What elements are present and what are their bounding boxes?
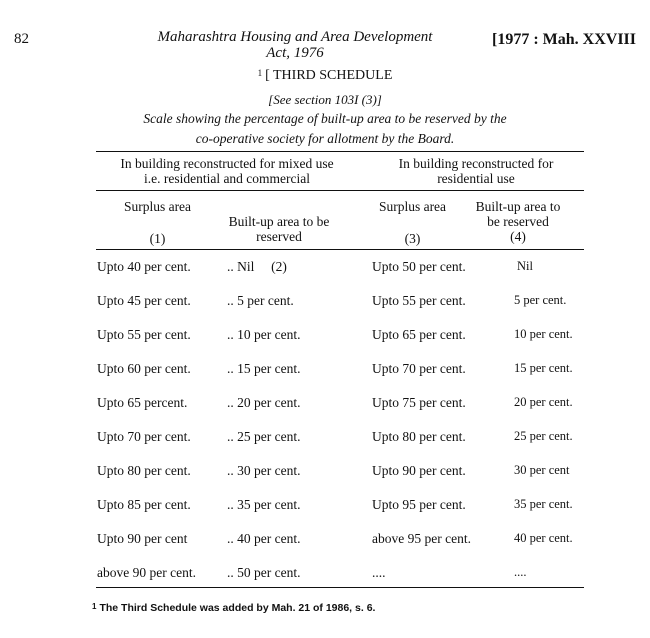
header-bottom-rule [96, 249, 584, 250]
col4-header [462, 199, 574, 244]
table-cell-col3: Upto 70 per cent. [372, 361, 466, 376]
scale-line1: Scale showing the percentage of built-up area to be reserved by the [143, 111, 507, 126]
act-title-line2: Act, 1976 [266, 45, 324, 61]
table-cell-col4: 40 per cent. [514, 531, 573, 545]
table-cell-col3: Upto 55 per cent. [372, 293, 466, 308]
table-cell-col3: Upto 80 per cent. [372, 429, 466, 444]
table-cell-col2: .. 15 per cent. [227, 361, 301, 376]
table-cell-col4: 35 per cent. [514, 497, 573, 511]
col1-num: (1) [149, 231, 166, 246]
table-cell-col1: Upto 45 per cent. [97, 293, 191, 308]
table-cell-col4: 20 per cent. [514, 395, 573, 409]
col1-header [100, 199, 215, 246]
table-cell-col2: .. 10 per cent. [227, 327, 301, 342]
table-cell-col1: Upto 55 per cent. [97, 327, 191, 342]
table-top-rule [96, 151, 584, 152]
act-title-line1: Maharashtra Housing and Area Development [157, 29, 433, 45]
table-cell-col2: .. 50 per cent. [227, 565, 301, 580]
table-cell-col2: .. Nil [227, 259, 255, 274]
table-cell-col3: above 95 per cent. [372, 531, 471, 546]
col2-num: (2) [271, 259, 287, 274]
table-cell-col2: .. 20 per cent. [227, 395, 301, 410]
col3-header [365, 199, 460, 246]
col2-label: Built-up area to be reserved [228, 214, 330, 244]
footnote-marker: 1 [92, 602, 97, 611]
group-header-residential: In building reconstructed for residential use [398, 156, 554, 186]
table-cell-col4: Nil [517, 259, 533, 273]
col3-label: Surplus area [378, 199, 447, 214]
table-cell-col1: Upto 80 per cent. [97, 463, 191, 478]
col3-num: (3) [404, 231, 421, 246]
footnote-marker: 1 [257, 68, 263, 78]
page-number: 82 [14, 31, 29, 47]
table-cell-col1: Upto 70 per cent. [97, 429, 191, 444]
table-cell-col2: .. 30 per cent. [227, 463, 301, 478]
table-cell-col1: above 90 per cent. [97, 565, 196, 580]
table-cell-col4: 5 per cent. [514, 293, 567, 307]
scale-line2: co-operative society for allotment by the Board. [195, 131, 455, 146]
see-section [0, 92, 650, 108]
group-header-mixed: In building reconstructed for mixed use i.e. residential and commercial [120, 156, 334, 186]
scale-description [0, 109, 650, 149]
table-cell-col3: Upto 50 per cent. [372, 259, 466, 274]
schedule-title-text: [ THIRD SCHEDULE [265, 68, 393, 83]
table-cell-col3: Upto 65 per cent. [372, 327, 466, 342]
table-cell-col3: Upto 90 per cent. [372, 463, 466, 478]
table-cell-col1: Upto 90 per cent [97, 531, 188, 546]
col2-header [215, 199, 343, 289]
act-citation: [1977 : Mah. XXVIII [492, 31, 636, 48]
header-rule [96, 190, 584, 191]
table-cell-col4: 10 per cent. [514, 327, 573, 341]
table-cell-col3: Upto 75 per cent. [372, 395, 466, 410]
table-bottom-rule [96, 587, 584, 588]
table-cell-col4: 15 per cent. [514, 361, 573, 375]
col4-label: Built-up area to be reserved [475, 199, 561, 229]
table-cell-col4: 25 per cent. [514, 429, 573, 443]
table-cell-col1: Upto 40 per cent. [97, 259, 191, 274]
table-cell-col2: .. 5 per cent. [227, 293, 294, 308]
footnote [92, 602, 375, 614]
col4-num: (4) [510, 229, 526, 244]
table-cell-col4: .... [514, 565, 527, 579]
table-cell-col1: Upto 60 per cent. [97, 361, 191, 376]
table-cell-col1: Upto 65 percent. [97, 395, 188, 410]
schedule-title [0, 68, 650, 84]
table-cell-col2: .. 25 per cent. [227, 429, 301, 444]
table-cell-col3: Upto 95 per cent. [372, 497, 466, 512]
see-section-text: [See section 103I (3)] [268, 92, 382, 107]
table-cell-col2: .. 40 per cent. [227, 531, 301, 546]
table-cell-col4: 30 per cent [514, 463, 570, 477]
table-cell-col1: Upto 85 per cent. [97, 497, 191, 512]
table-cell-col2: .. 35 per cent. [227, 497, 301, 512]
col1-label: Surplus area [123, 199, 192, 214]
table-cell-col3: .... [372, 565, 386, 580]
footnote-text: The Third Schedule was added by Mah. 21 of 1986, s. 6. [99, 602, 376, 614]
